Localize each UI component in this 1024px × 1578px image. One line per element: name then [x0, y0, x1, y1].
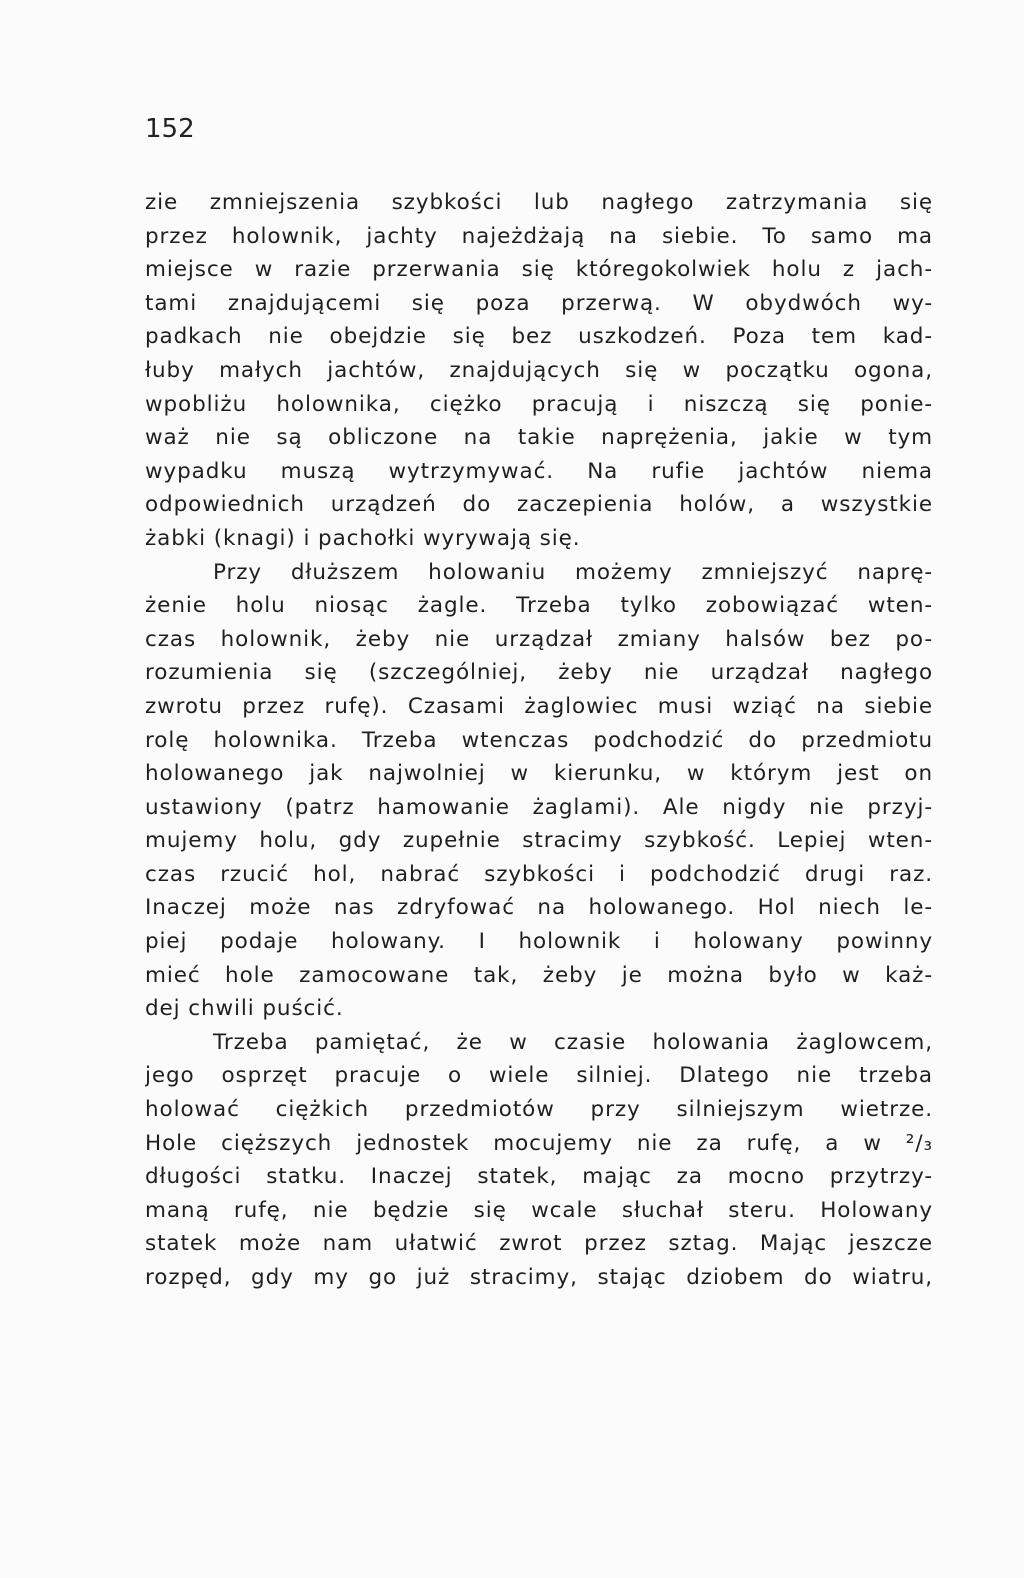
text-line: odpowiednich urządzeń do zaczepienia holów, a wszystkie: [145, 492, 933, 518]
text-line: Inaczej może nas zdryfować na holowanego. Hol niech le-: [145, 895, 933, 921]
text-line: wpobliżu holownika, ciężko pracują i niszczą się ponie-: [145, 391, 933, 417]
text-line: zie zmniejszenia szybkości lub nagłego zatrzymania się: [145, 190, 933, 215]
text-line: żenie holu niosąc żagle. Trzeba tylko zobowiązać wten-: [145, 593, 933, 619]
text-line: rolę holownika. Trzeba wtenczas podchodzić do przedmiotu: [145, 727, 933, 753]
text-line: jego osprzęt pracuje o wiele silniej. Dlatego nie trzeba: [145, 1063, 933, 1089]
text-line: Trzeba pamiętać, że w czasie holowania żaglowcem,: [213, 1029, 933, 1055]
text-line: rozpęd, gdy my go już stracimy, stając dziobem do wiatru,: [145, 1265, 933, 1290]
text-line: długości statku. Inaczej statek, mając za mocno przytrzy-: [145, 1164, 933, 1190]
text-line: łuby małych jachtów, znajdujących się w początku ogona,: [145, 357, 933, 383]
text-line: piej podaje holowany. I holownik i holowany powinny: [145, 929, 933, 955]
text-line: tami znajdującemi się poza przerwą. W obydwóch wy-: [145, 290, 933, 316]
text-line: mieć hole zamocowane tak, żeby je można było w każ-: [145, 962, 933, 988]
text-line: ustawiony (patrz hamowanie żaglami). Ale nigdy nie przyj-: [145, 794, 933, 820]
text-line: holować ciężkich przedmiotów przy silniejszym wietrze.: [145, 1097, 933, 1123]
text-line: żabki (knagi) i pachołki wyrywają się.: [145, 525, 581, 551]
page-number: 152: [145, 114, 195, 144]
text-line: przez holownik, jachty najeżdżają na siebie. To samo ma: [145, 223, 933, 249]
text-line: dej chwili puścić.: [145, 996, 344, 1022]
text-line: wypadku muszą wytrzymywać. Na rufie jachtów niema: [145, 458, 933, 484]
text-line: Przy dłuższem holowaniu możemy zmniejszyć naprę-: [213, 559, 933, 585]
text-line: czas rzucić hol, nabrać szybkości i podchodzić drugi raz.: [145, 861, 933, 887]
text-line: waż nie są obliczone na takie naprężenia, jakie w tym: [145, 425, 933, 451]
text-line: holowanego jak najwolniej w kierunku, w którym jest on: [145, 761, 933, 787]
text-line: maną rufę, nie będzie się wcale słuchał steru. Holowany: [145, 1197, 933, 1223]
text-line: statek może nam ułatwić zwrot przez sztag. Mając jeszcze: [145, 1231, 933, 1257]
text-line: padkach nie obejdzie się bez uszkodzeń. Poza tem kad-: [145, 324, 933, 350]
text-line: Hole cięższych jednostek mocujemy nie za rufę, a w ²/₃: [145, 1130, 933, 1156]
text-line: mujemy holu, gdy zupełnie stracimy szybkość. Lepiej wten-: [145, 828, 933, 854]
page-body-text: [145, 186, 933, 1295]
text-line: zwrotu przez rufę). Czasami żaglowiec musi wziąć na siebie: [145, 693, 933, 719]
text-line: rozumienia się (szczególniej, żeby nie urządzał nagłego: [145, 660, 933, 686]
text-line: miejsce w razie przerwania się któregokolwiek holu z jach-: [145, 257, 933, 283]
text-line: czas holownik, żeby nie urządzał zmiany halsów bez po-: [145, 626, 933, 652]
